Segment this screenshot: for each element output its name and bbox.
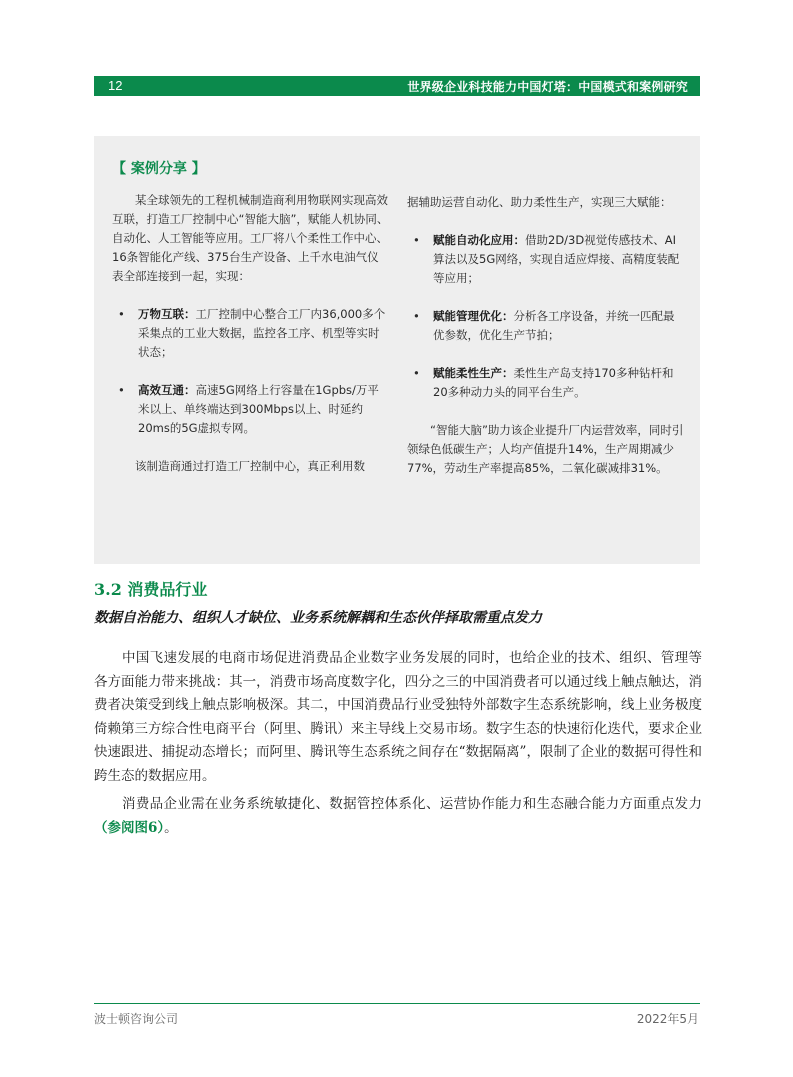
page-number: 12	[108, 78, 123, 93]
case-closing: 该制造商通过打造工厂控制中心，真正利用数	[135, 459, 365, 473]
case-bullet-item	[407, 307, 685, 345]
bullet-label: 万物互联：	[138, 307, 196, 321]
case-bullet-item	[407, 364, 685, 402]
bullet-label: 赋能管理优化：	[433, 309, 514, 323]
paragraph-text	[94, 793, 702, 840]
body-paragraph-2	[94, 793, 702, 840]
bullet-icon: •	[413, 366, 420, 380]
header-title: 世界级企业科技能力中国灯塔：中国模式和案例研究	[407, 80, 688, 94]
footer-divider	[94, 1003, 700, 1004]
case-left-column	[112, 191, 390, 476]
bullet-icon: •	[413, 233, 420, 247]
bullet-text: 高速5G网络上行容量在1Gpbs/万平米以上、单终端达到300Mbps以上、时延约20ms的5G虚拟专网。	[138, 383, 379, 435]
header-bar	[94, 76, 700, 96]
bullet-text: 借助2D/3D视觉传感技术、AI算法以及5G网络，实现自适应焊接、高精度装配等应用；	[433, 233, 680, 285]
bullet-icon: •	[413, 309, 420, 323]
case-study-box	[94, 136, 700, 564]
bullet-text: 工厂控制中心整合工厂内36,000多个采集点的工业大数据，监控各工序、机型等实时状态；	[138, 307, 386, 359]
case-result: “智能大脑”助力该企业提升厂内运营效率，同时引领绿色低碳生产；人均产值提升14%，生产周期减少77%，劳动生产率提高85%，二氧化碳减排31%。	[407, 423, 684, 475]
case-right-column	[407, 193, 685, 478]
paragraph-end: 。	[164, 819, 178, 836]
bullet-label: 高效互通：	[138, 383, 196, 397]
footer-company: 波士顿咨询公司	[94, 1012, 179, 1026]
section-subtitle: 数据自治能力、组织人才缺位、业务系统解耦和生态伙伴择取需重点发力	[94, 610, 542, 626]
section-title: 3.2 消费品行业	[94, 580, 208, 599]
case-bullet-item	[407, 231, 685, 288]
figure-reference-link[interactable]: （参阅图6）	[94, 819, 165, 836]
bullet-icon: •	[118, 307, 125, 321]
paragraph-text: 中国飞速发展的电商市场促进消费品企业数字业务发展的同时，也给企业的技术、组织、管理等各方面能力带来挑战：其一，消费市场高度数字化，四分之三的中国消费者可以通过线上触点触达，消费者决策受到线上触点影响极深。其二，中国消费品行业受独特外部数字生态系统影响，线上业务极度倚赖第三方综合性电商平台（阿里、腾讯）来主导线上交易市场。数字生态的快速衍化迭代，要求企业快速跟进、捕捉动态增长；而阿里、腾讯等生态系统之间存在“数据隔离”，限制了企业的数据可得性和跨生态的数据应用。	[94, 650, 702, 784]
footer-date: 2022年5月	[636, 1012, 699, 1026]
paragraph-text-main: 消费品企业需在业务系统敏捷化、数据管控体系化、运营协作能力和生态融合能力方面重点发力	[122, 796, 702, 812]
bullet-text: 柔性生产岛支持170多种钻杆和20多种动力头的同平台生产。	[433, 366, 674, 399]
bullet-label: 赋能柔性生产：	[433, 366, 514, 380]
bullet-label: 赋能自动化应用：	[433, 233, 525, 247]
case-bullet-item	[112, 305, 390, 362]
case-intro: 某全球领先的工程机械制造商利用物联网实现高效互联，打造工厂控制中心“智能大脑”，赋能人机协同、自动化、人工智能等应用。工厂将八个柔性工作中心、16条智能化产线、375台生产设备、上千水电油气仪表全部连接到一起，实现：	[112, 193, 389, 283]
body-paragraph-1	[94, 647, 702, 788]
case-continuation: 据辅助运营自动化、助力柔性生产，实现三大赋能：	[407, 195, 672, 209]
bullet-text: 分析各工序设备，并统一匹配最优参数，优化生产节拍；	[433, 309, 675, 342]
case-heading: 【 案例分享 】	[112, 161, 206, 177]
bullet-icon: •	[118, 383, 125, 397]
case-bullet-item	[112, 381, 390, 438]
